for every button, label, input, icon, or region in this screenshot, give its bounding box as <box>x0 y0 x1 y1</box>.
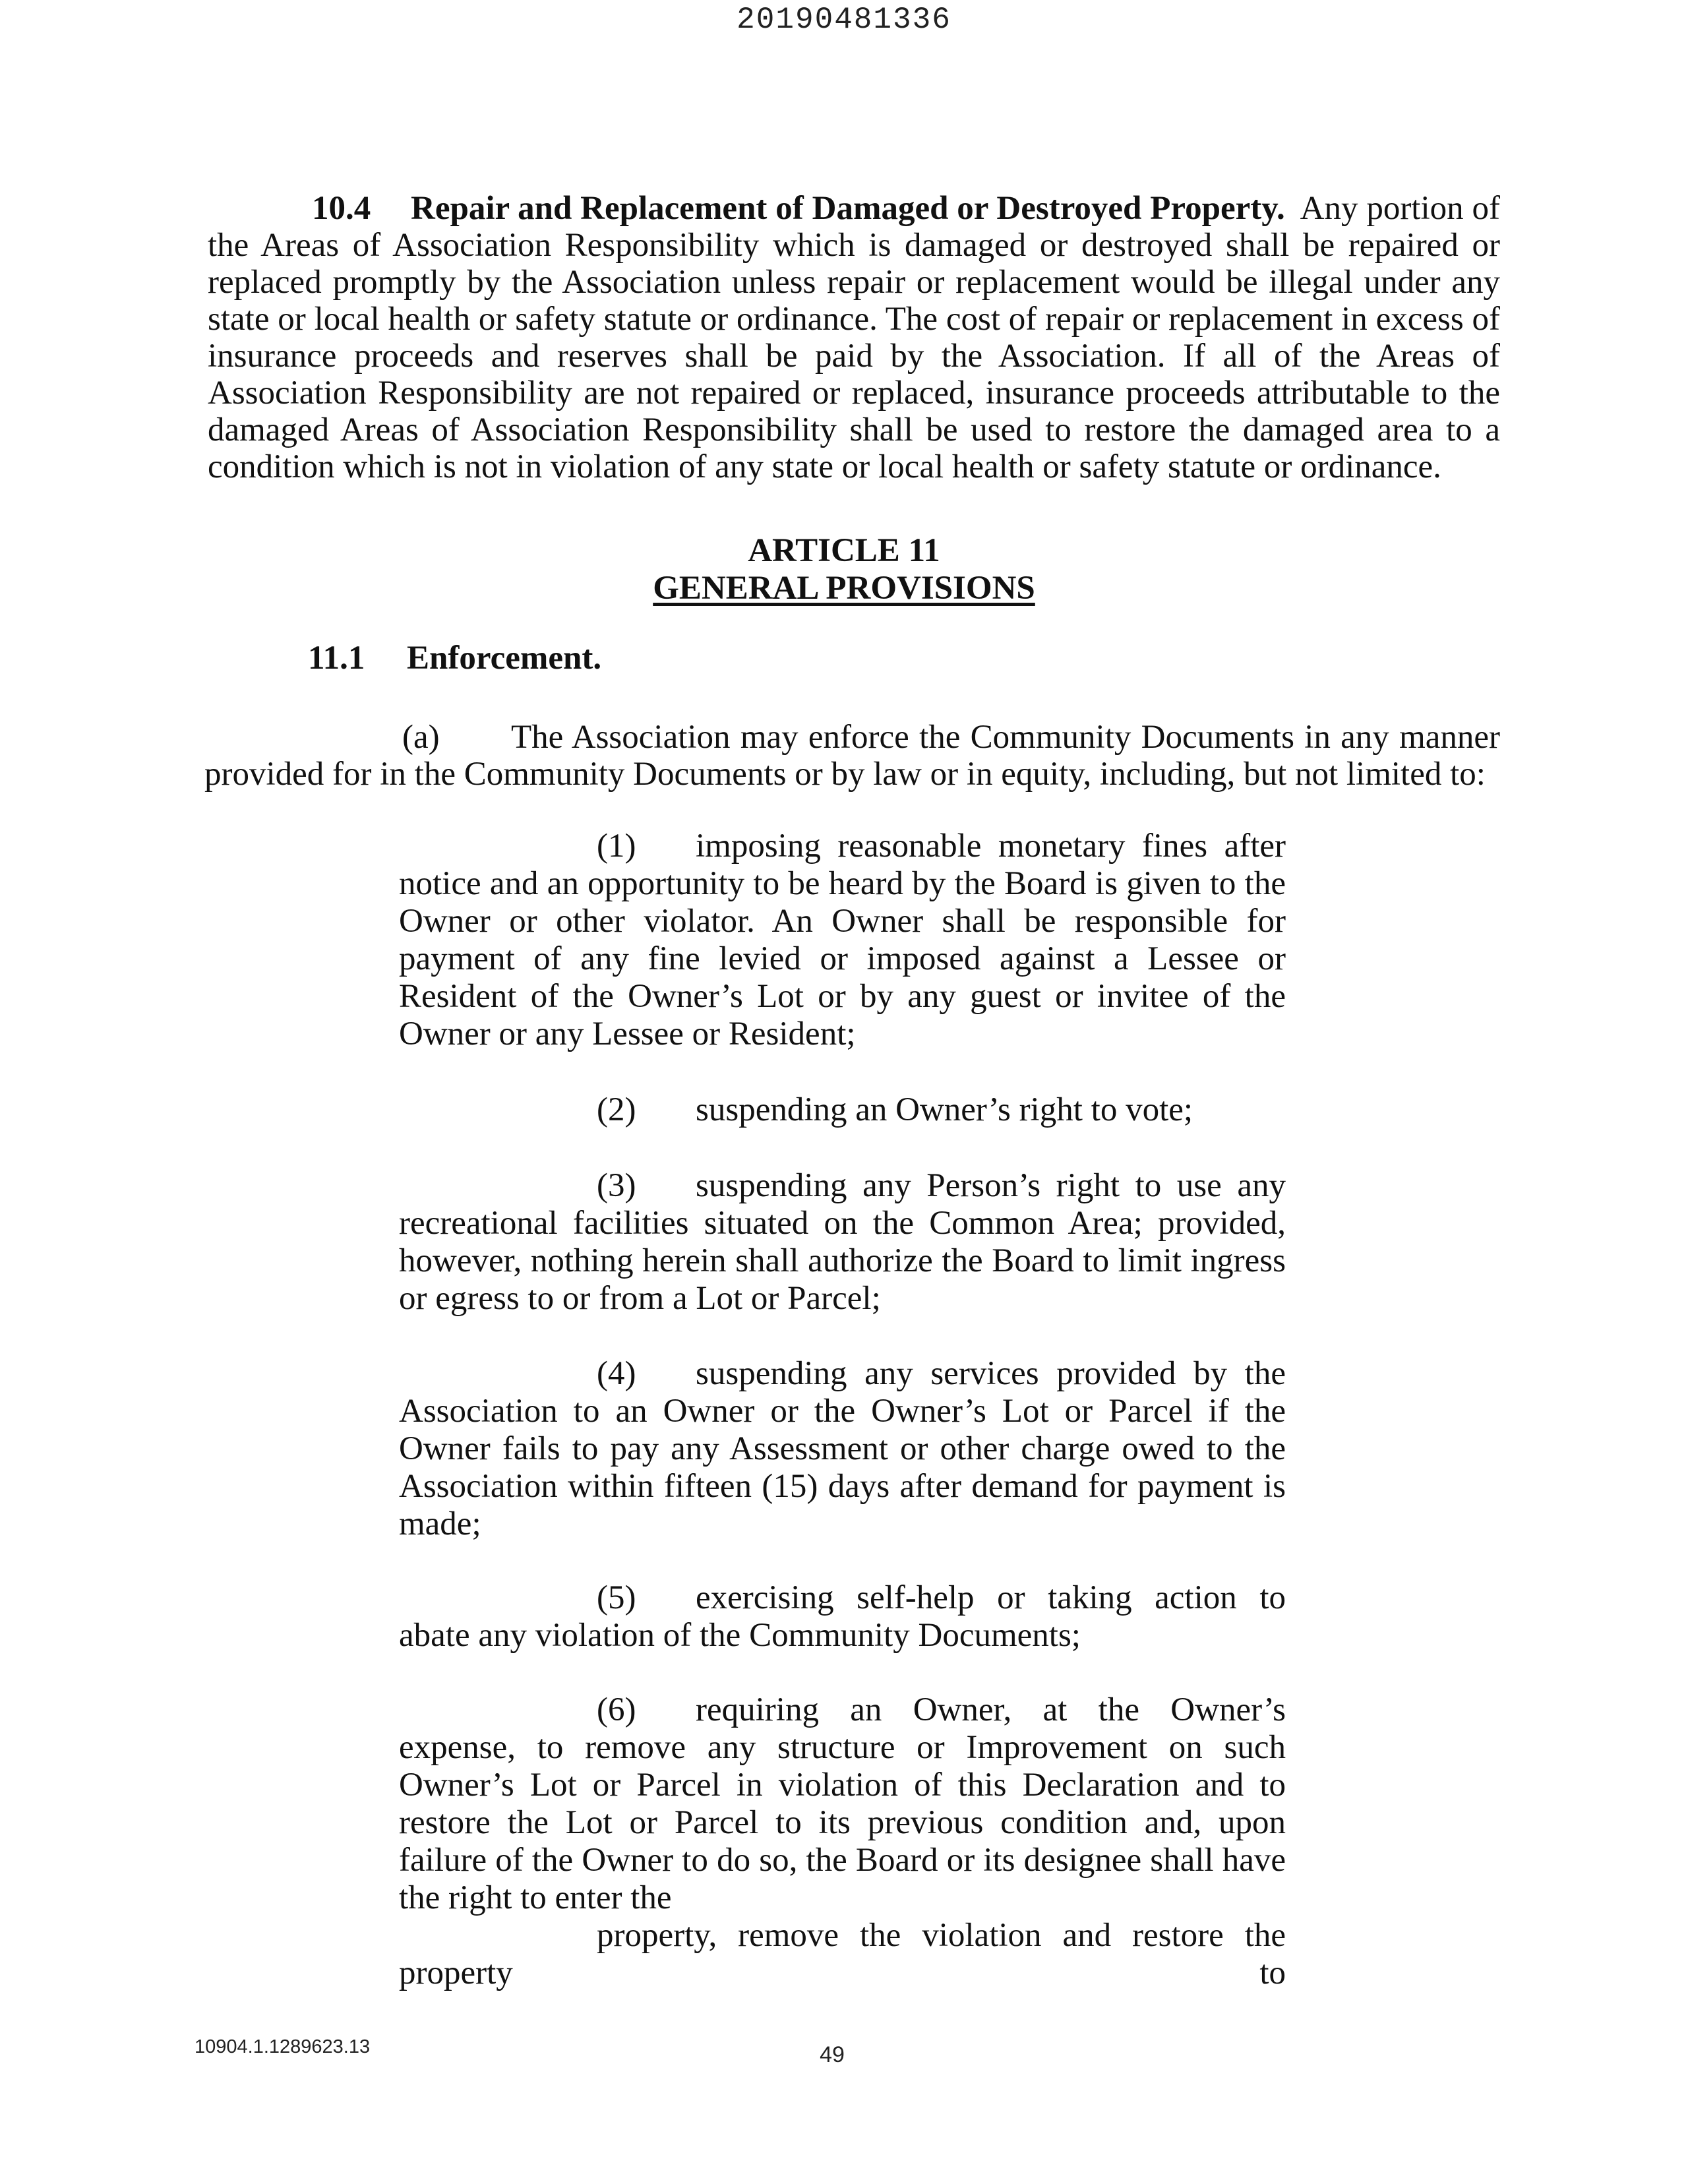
section-10-4 <box>208 190 1500 485</box>
article-heading: GENERAL PROVISIONS <box>653 570 1035 607</box>
paragraph-a <box>204 719 1500 793</box>
list-item <box>399 1691 1286 1992</box>
section-number: 11.1 <box>308 640 365 677</box>
paragraph-label: (a) <box>402 719 440 756</box>
list-item <box>399 1579 1286 1654</box>
list-item <box>399 828 1286 1053</box>
article-title: ARTICLE 11 <box>748 532 940 569</box>
list-item-label: (2) <box>597 1091 636 1128</box>
list-item <box>399 1355 1286 1543</box>
list-item-label: (5) <box>597 1579 636 1616</box>
list-item-label: (1) <box>597 828 636 864</box>
list-item-text: suspending any Person’s right to use any recreational facilities situated on the Common Area; provided, however, nothing herein shall authorize the Board to limit ingress or egress to or from a Lot or Parcel; <box>399 1167 1286 1317</box>
page-number: 49 <box>820 2042 845 2067</box>
list-item-text: suspending an Owner’s right to vote; <box>696 1091 1193 1128</box>
paragraph-text: The Association may enforce the Community Documents in any manner provided for in the Community Documents or by law or in equity, including, but not limited to: <box>204 719 1500 793</box>
footer-document-id: 10904.1.1289623.13 <box>195 2036 371 2057</box>
section-10-4-heading <box>312 190 1285 227</box>
section-number: 10.4 <box>312 190 371 227</box>
section-11-1-heading <box>308 640 601 677</box>
list-item-label: (6) <box>597 1691 636 1728</box>
list-item-text: requiring an Owner, at the Owner’s expense, to remove any structure or Improvement on such Owner’s Lot or Parcel in violation of this Declaration and to restore the Lot or Parcel to its previous condition and, upon failure of the Owner to do so, the Board or its designee shall have the right to enter the <box>399 1691 1286 1916</box>
list-item-body <box>399 1691 1286 1917</box>
list-item-text: imposing reasonable monetary fines after notice and an opportunity to be heard by the Board is given to the Owner or other violator. An Owner shall be responsible for payment of any fine levied or imposed against a Lessee or Resident of the Owner’s Lot or by any guest or invitee of the Owner or any Lessee or Resident; <box>399 828 1286 1052</box>
list-item-text: suspending any services provided by the Association to an Owner or the Owner’s Lot or Parcel if the Owner fails to pay any Assessment or other charge owed to the Association within fifteen (15) days after demand for payment is made; <box>399 1355 1286 1542</box>
section-10-4-body: Any portion of the Areas of Association Responsibility which is damaged or destroyed shall be repaired or replaced promptly by the Association unless repair or replacement would be illegal under any state or local health or safety statute or ordinance. The cost of repair or replacement in excess of insurance proceeds and reserves shall be paid by the Association. If all of the Areas of Association Responsibility are not repaired or replaced, insurance proceeds attributable to the damaged Areas of Association Responsibility shall be used to restore the damaged area to a condition which is not in violation of any state or local health or safety statute or ordinance. <box>208 190 1500 485</box>
section-title: Enforcement. <box>407 640 602 677</box>
list-item-continuation: property, remove the violation and restore the property to <box>399 1917 1286 1991</box>
list-item <box>399 1167 1286 1318</box>
list-item-text: exercising self-help or taking action to abate any violation of the Community Documents; <box>399 1579 1286 1654</box>
section-title: Repair and Replacement of Damaged or Destroyed Property. <box>411 190 1285 227</box>
list-item <box>399 1091 1286 1129</box>
recording-number: 20190481336 <box>737 3 951 37</box>
list-item-label: (4) <box>597 1355 636 1392</box>
list-item-label: (3) <box>597 1167 636 1204</box>
